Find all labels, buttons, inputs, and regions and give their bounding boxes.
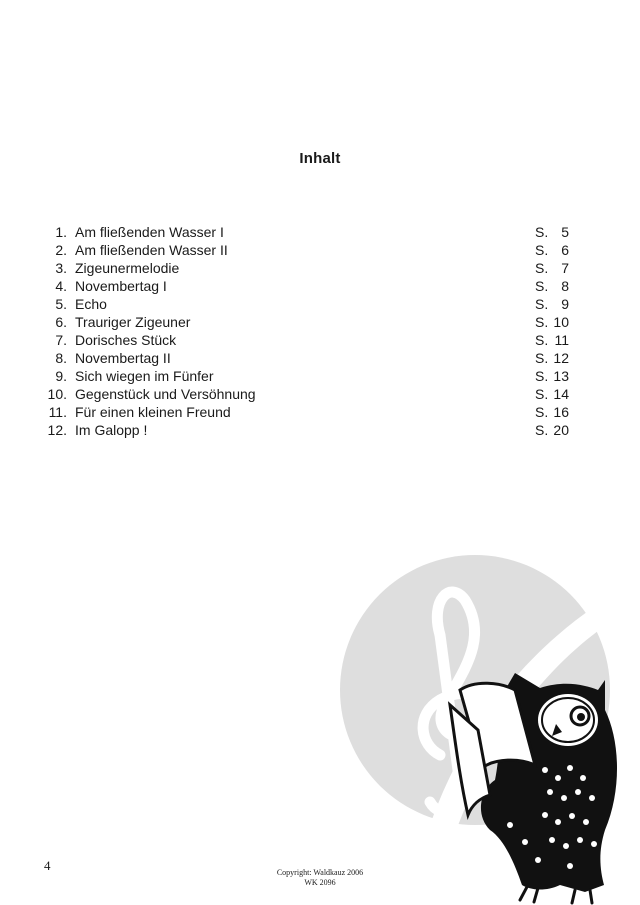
toc-entry-page-prefix: S. <box>535 350 549 366</box>
toc-entry <box>40 313 580 331</box>
toc-entry <box>40 349 580 367</box>
toc-entry-title: Für einen kleinen Freund <box>75 404 231 420</box>
toc-entry-page-prefix: S. <box>535 278 549 294</box>
toc-entry-page-prefix: S. <box>535 296 549 312</box>
toc-entry-page: 6 <box>561 242 569 258</box>
toc-entry-page: 14 <box>553 386 569 402</box>
toc-entry-number: 6. <box>55 314 67 330</box>
toc-entry-page-prefix: S. <box>535 386 549 402</box>
toc-entry-page: 12 <box>553 350 569 366</box>
toc-entry-number: 11. <box>48 404 67 420</box>
toc-entry-number: 9. <box>55 368 67 384</box>
toc-entry-number: 4. <box>55 278 67 294</box>
copyright-text: Copyright: Waldkauz 2006 <box>276 868 364 877</box>
toc-entry-title: Zigeunermelodie <box>75 260 180 276</box>
toc-entry-number: 7. <box>55 332 67 348</box>
toc-entry-title: Am fließenden Wasser I <box>75 224 224 240</box>
toc-entry-page: 9 <box>561 296 569 312</box>
footer <box>0 868 640 888</box>
toc-entry-title: Im Galopp ! <box>75 422 148 438</box>
toc-entry <box>40 259 580 277</box>
toc-entry-page: 7 <box>561 260 569 276</box>
page-number: 4 <box>44 858 51 873</box>
toc-entry-number: 3. <box>55 260 67 276</box>
toc-entry <box>40 403 580 421</box>
toc-entry <box>40 223 580 241</box>
toc-entry-page-prefix: S. <box>535 332 549 348</box>
toc-entry-page: 8 <box>561 278 569 294</box>
toc-entry-page: 11 <box>554 332 569 348</box>
toc-entry-title: Sich wiegen im Fünfer <box>75 368 214 384</box>
toc-entry-title: Dorisches Stück <box>75 332 177 348</box>
toc-entry-title: Trauriger Zigeuner <box>75 314 191 330</box>
toc-entry <box>40 385 580 403</box>
toc-entry-page: 13 <box>553 368 569 384</box>
toc-entry-number: 2. <box>55 242 67 258</box>
toc-entry-page: 16 <box>553 404 569 420</box>
toc-entry-title: Gegenstück und Versöhnung <box>75 386 256 402</box>
toc-entry-title: Novembertag II <box>75 350 171 366</box>
toc-entry-page-prefix: S. <box>535 404 549 420</box>
toc-entry <box>40 421 580 439</box>
toc-entry-page-prefix: S. <box>535 260 549 276</box>
toc-entry-number: 8. <box>55 350 67 366</box>
toc-entry-title: Am fließenden Wasser II <box>75 242 228 258</box>
toc-entry-title: Echo <box>75 296 107 312</box>
toc-entry-number: 1. <box>55 224 67 240</box>
watermark <box>300 540 640 905</box>
toc-entry-page: 5 <box>561 224 569 240</box>
toc-entry <box>40 331 580 349</box>
toc-entry-number: 5. <box>55 296 67 312</box>
toc-entry-title: Novembertag I <box>75 278 167 294</box>
toc-entry-page-prefix: S. <box>535 314 549 330</box>
toc-entry <box>40 241 580 259</box>
toc-entry-page: 20 <box>553 422 569 438</box>
toc-entry-page-prefix: S. <box>535 422 549 438</box>
page-title: Inhalt <box>299 150 341 167</box>
catalog-number: WK 2096 <box>304 878 336 887</box>
toc-entry-page: 10 <box>553 314 569 330</box>
toc-entry-page-prefix: S. <box>535 224 549 240</box>
toc-entry-number: 10. <box>47 386 67 402</box>
toc-entry <box>40 295 580 313</box>
toc-entry-number: 12. <box>47 422 67 438</box>
toc-entry <box>40 277 580 295</box>
toc-entry-page-prefix: S. <box>535 368 549 384</box>
toc-entry <box>40 367 580 385</box>
table-of-contents <box>40 223 580 439</box>
toc-entry-page-prefix: S. <box>535 242 549 258</box>
